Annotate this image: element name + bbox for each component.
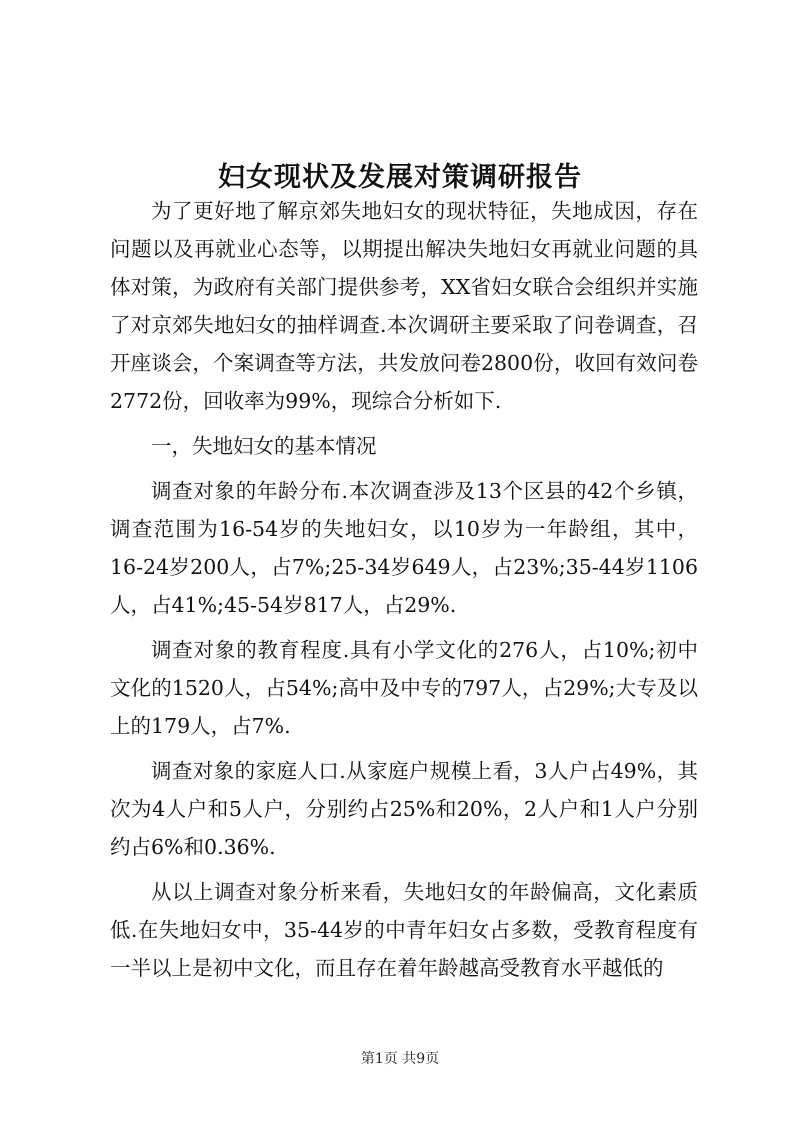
document-body <box>110 192 698 994</box>
paragraph-age-distribution: 调查对象的年龄分布.本次调查涉及13个区县的42个乡镇，调查范围为16-54岁的失地妇女，以10岁为一年龄组，其中，16-24岁200人，占7%;25-34岁649人，占23%;35-44岁1106人，占41%;45-54岁817人，占29%. <box>110 479 698 617</box>
paragraph-household-size: 调查对象的家庭人口.从家庭户规模上看，3人户占49%，其次为4人户和5人户，分别约占25%和20%，2人户和1人户分别约占6%和0.36%. <box>110 759 698 859</box>
paragraph-intro: 为了更好地了解京郊失地妇女的现状特征，失地成因，存在问题以及再就业心态等，以期提出解决失地妇女再就业问题的具体对策，为政府有关部门提供参考，XX省妇女联合会组织并实施了对京郊失地妇女的抽样调查.本次调研主要采取了问卷调查，召开座谈会，个案调查等方法，共发放问卷2800份，收回有效问卷2772份，回收率为99%，现综合分析如下. <box>110 199 698 413</box>
paragraph-education-level: 调查对象的教育程度.具有小学文化的276人，占10%;初中文化的1520人，占54%;高中及中专的797人，占29%;大专及以上的179人，占7%. <box>110 638 698 738</box>
page-number-footer: 第1页 共9页 <box>360 1051 440 1067</box>
section-heading: 一，失地妇女的基本情况 <box>151 434 377 458</box>
document-title: 妇女现状及发展对策调研报告 <box>218 162 582 194</box>
paragraph-analysis: 从以上调查对象分析来看，失地妇女的年龄偏高，文化素质低.在失地妇女中，35-44岁的中青年妇女占多数，受教育程度有一半以上是初中文化，而且存在着年龄越高受教育水平越低的 <box>110 880 698 980</box>
